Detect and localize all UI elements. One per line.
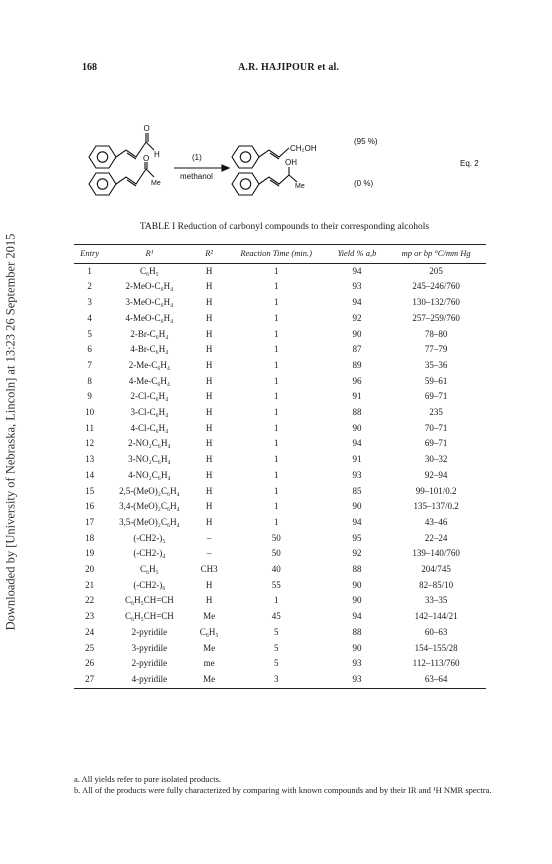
benzene-ring-top-right — [232, 146, 259, 168]
cell-yield: 88 — [352, 564, 362, 575]
cell-time: 3 — [225, 672, 328, 688]
equation-number: Eq. 2 — [460, 159, 479, 168]
cell-yield: 90 — [352, 595, 362, 606]
cell-time: 1 — [273, 454, 279, 465]
cell-r1: 3,4-(MeO)₂C₆H₄ — [119, 501, 180, 512]
cell-r1: 4-pyridile — [105, 672, 193, 688]
cell-yield: 94 — [352, 297, 362, 308]
cell-r1: 2-MeO-C₆H₄ — [125, 281, 174, 292]
cell-r1: (-CH2-)₆ — [133, 579, 166, 590]
cell-mp-bp: 154–155/28 — [414, 642, 458, 653]
cell-r1: 2-Cl-C₆H₄ — [130, 391, 169, 402]
cell-entry: 9 — [87, 391, 92, 402]
cell-entry: 12 — [85, 438, 95, 449]
yield-bottom: (0 %) — [354, 179, 374, 188]
cell-entry: 14 — [85, 469, 95, 480]
table-footnotes — [74, 774, 494, 796]
cell-time: 50 — [271, 548, 281, 559]
cell-entry: 17 — [85, 516, 95, 527]
cell-entry: 10 — [85, 407, 95, 418]
cell-time: 5 — [273, 642, 279, 653]
table-row — [74, 263, 486, 279]
table-row — [74, 421, 486, 437]
cell-time: 1 — [273, 516, 279, 527]
column-header-entry: Entry — [74, 245, 105, 264]
cell-entry: 4 — [87, 312, 92, 323]
table-row — [74, 499, 486, 515]
table-row — [74, 468, 486, 484]
table-row — [74, 436, 486, 452]
cell-time: 1 — [273, 438, 279, 449]
cell-yield: 90 — [352, 642, 362, 653]
cell-r2: CH3 — [200, 564, 218, 575]
cell-yield: 88 — [352, 626, 362, 637]
cell-yield: 88 — [352, 407, 362, 418]
cell-yield: 93 — [352, 281, 362, 292]
cell-mp-bp: 22–24 — [424, 532, 448, 543]
cell-r1: C₆H₅ — [140, 564, 159, 575]
cell-mp-bp: 69–71 — [424, 438, 448, 449]
cell-yield: 90 — [352, 579, 362, 590]
cell-time: 1 — [273, 422, 279, 433]
table-row — [74, 405, 486, 421]
benzene-ring-top-left — [89, 146, 116, 168]
cell-r1: 4-NO₂C₆H₄ — [128, 469, 171, 480]
cell-r2: H — [205, 391, 213, 402]
download-watermark — [0, 0, 22, 864]
cell-yield: 90 — [352, 328, 362, 339]
cell-mp-bp: 99–101/0.2 — [415, 485, 457, 496]
page-number: 168 — [82, 62, 97, 73]
cell-time: 1 — [273, 344, 279, 355]
cell-r1: (-CH2-)₅ — [133, 532, 166, 543]
cell-time: 1 — [273, 407, 279, 418]
cell-mp-bp: 130–132/760 — [412, 297, 460, 308]
cell-mp-bp: 82–85/10 — [419, 579, 454, 590]
cell-mp-bp: 257–259/760 — [412, 312, 460, 323]
cell-r1: 2-pyridile — [131, 626, 168, 637]
column-header-yield: Yield % a,b — [328, 245, 386, 264]
cell-r2: – — [206, 548, 212, 559]
cell-mp-bp: 77–79 — [424, 344, 448, 355]
cell-r1: C₆H₅ — [140, 265, 159, 276]
cell-time: 1 — [273, 485, 279, 496]
table-header-row — [74, 245, 486, 264]
cell-entry: 16 — [85, 501, 95, 512]
cell-entry: 25 — [85, 642, 95, 653]
cell-r2: H — [205, 438, 213, 449]
cell-entry: 19 — [85, 548, 95, 559]
table-row — [74, 515, 486, 531]
solvent-label: methanol — [180, 172, 213, 181]
cell-entry: 8 — [87, 375, 92, 386]
cell-yield: 90 — [352, 501, 362, 512]
table-row — [74, 342, 486, 358]
table-row — [74, 295, 486, 311]
cell-r2: H — [205, 312, 213, 323]
yield-top: (95 %) — [354, 137, 378, 146]
hydroxyl-label: OH — [285, 158, 297, 167]
table-row — [74, 641, 486, 657]
table-row — [74, 484, 486, 500]
table-row — [74, 625, 486, 641]
table-row — [74, 562, 486, 578]
cell-mp-bp: 92–94 — [424, 469, 448, 480]
cell-time: 45 — [271, 611, 281, 622]
cell-yield: 85 — [352, 485, 362, 496]
cell-entry: 1 — [87, 265, 92, 276]
cell-r2: H — [205, 422, 213, 433]
cell-time: 55 — [271, 579, 281, 590]
cell-entry: 15 — [85, 485, 95, 496]
cell-r1: 2-Br-C₆H₄ — [130, 328, 169, 339]
cell-r2: Me — [203, 611, 216, 622]
cell-mp-bp: 112–113/760 — [412, 658, 460, 669]
cell-entry: 6 — [87, 344, 92, 355]
cell-time: 1 — [273, 595, 279, 606]
cell-yield: 92 — [352, 312, 362, 323]
cell-r1: 3-NO₂C₆H₄ — [128, 454, 171, 465]
cell-r2: H — [205, 454, 213, 465]
cell-r1: C₆H₅CH=CH — [124, 611, 174, 622]
table-row — [74, 672, 486, 688]
benzene-ring-bottom-right — [232, 173, 259, 195]
cell-mp-bp: 63–64 — [386, 672, 486, 688]
cell-mp-bp: 43–46 — [424, 516, 448, 527]
table-row — [74, 452, 486, 468]
cell-r1: 2-Me-C₆H₄ — [128, 359, 171, 370]
cell-r1: 3,5-(MeO)₂C₆H₄ — [119, 516, 180, 527]
cell-r1: (-CH2-)₄ — [133, 548, 166, 559]
cell-r2: Me — [203, 642, 216, 653]
cell-mp-bp: 78–80 — [424, 328, 448, 339]
cell-entry: 18 — [85, 532, 95, 543]
cell-r1: 2,5-(MeO)₂C₆H₄ — [119, 485, 180, 496]
download-watermark-text: Downloaded by [University of Nebraska, Lincoln] at 13:23 26 September 2015 — [3, 233, 18, 631]
table-row — [74, 311, 486, 327]
cell-r1: 3-MeO-C₆H₄ — [125, 297, 174, 308]
cell-r1: 4-MeO-C₆H₄ — [125, 312, 174, 323]
cell-r2: H — [205, 328, 213, 339]
table-row — [74, 374, 486, 390]
cell-time: 1 — [273, 281, 279, 292]
cell-mp-bp: 142–144/21 — [414, 611, 458, 622]
footnote-a: a. All yields refer to pure isolated products. — [74, 774, 222, 784]
cell-mp-bp: 135–137/0.2 — [413, 501, 459, 512]
cell-yield: 94 — [352, 516, 362, 527]
cell-entry: 22 — [85, 595, 95, 606]
cell-yield: 93 — [328, 672, 386, 688]
oxygen-label-top: O — [143, 124, 150, 133]
cell-r2: H — [205, 359, 213, 370]
cell-time: 40 — [271, 564, 281, 575]
cell-mp-bp: 139–140/760 — [412, 548, 460, 559]
cell-r1: 4-Br-C₆H₄ — [130, 344, 169, 355]
cell-mp-bp: 205 — [429, 265, 443, 276]
oxygen-label-bottom: O — [143, 154, 150, 163]
cell-entry: 11 — [85, 422, 94, 433]
cell-r1: 3-Cl-C₆H₄ — [130, 407, 169, 418]
cell-entry: 7 — [87, 359, 92, 370]
cell-r1: 2-NO₂C₆H₄ — [128, 438, 171, 449]
cell-time: 1 — [273, 265, 279, 276]
cell-entry: 5 — [87, 328, 92, 339]
column-header-mp-bp: mp or bp °C/mm Hg — [386, 245, 486, 264]
cell-yield: 93 — [352, 469, 362, 480]
step-label: (1) — [192, 153, 202, 162]
table-row — [74, 389, 486, 405]
cell-time: 1 — [273, 375, 279, 386]
table-row — [74, 546, 486, 562]
cell-entry: 2 — [87, 281, 92, 292]
column-header-r2: R² — [194, 245, 225, 264]
results-table — [74, 244, 486, 689]
column-header-time: Reaction Time (min.) — [225, 245, 328, 264]
cell-entry: 23 — [85, 611, 95, 622]
cell-r2: H — [205, 516, 213, 527]
cell-r2: H — [205, 407, 213, 418]
cell-entry: 21 — [85, 579, 95, 590]
cell-r1: 4-Me-C₆H₄ — [128, 375, 171, 386]
running-head: A.R. HAJIPOUR et al. — [238, 62, 340, 73]
table-row — [74, 609, 486, 625]
cell-time: 1 — [273, 469, 279, 480]
cell-yield: 91 — [352, 391, 362, 402]
cell-r2: – — [206, 532, 212, 543]
cell-yield: 94 — [352, 611, 362, 622]
cell-yield: 92 — [352, 548, 362, 559]
cell-yield: 95 — [352, 532, 362, 543]
cell-mp-bp: 33–35 — [424, 595, 448, 606]
cell-r1: 3-pyridile — [131, 642, 168, 653]
cell-yield: 91 — [352, 454, 362, 465]
benzene-ring-bottom-left — [89, 173, 116, 195]
cell-mp-bp: 70–71 — [424, 422, 448, 433]
table-row — [74, 593, 486, 609]
cell-r2: H — [205, 595, 213, 606]
table-row — [74, 327, 486, 343]
column-header-r1: R¹ — [105, 245, 193, 264]
table-row — [74, 578, 486, 594]
cell-time: 1 — [273, 328, 279, 339]
cell-r2: H — [205, 265, 213, 276]
cell-time: 1 — [273, 501, 279, 512]
cell-yield: 96 — [352, 375, 362, 386]
cell-time: 5 — [273, 626, 279, 637]
cell-time: 1 — [273, 359, 279, 370]
cell-time: 1 — [273, 391, 279, 402]
cell-mp-bp: 69–71 — [424, 391, 448, 402]
cell-yield: 93 — [352, 658, 362, 669]
cell-mp-bp: 204/745 — [421, 564, 451, 575]
cell-entry: 20 — [85, 564, 95, 575]
cell-mp-bp: 60–63 — [424, 626, 448, 637]
cell-r2: H — [205, 281, 213, 292]
cell-yield: 87 — [352, 344, 362, 355]
cell-time: 50 — [271, 532, 281, 543]
table-row — [74, 358, 486, 374]
cell-r2: H — [205, 485, 213, 496]
methyl-label-right: Me — [295, 183, 305, 190]
cell-r2: H — [205, 501, 213, 512]
cell-entry: 27 — [74, 672, 105, 688]
table-caption: TABLE I Reduction of carbonyl compounds to their corresponding alcohols — [139, 222, 430, 232]
cell-r2: H — [205, 375, 213, 386]
cell-mp-bp: 245–246/760 — [412, 281, 460, 292]
cell-r2: H — [205, 579, 213, 590]
cell-r2: H — [205, 297, 213, 308]
cell-yield: 90 — [352, 422, 362, 433]
cell-mp-bp: 30–32 — [424, 454, 448, 465]
product-top-label: CH₂OH — [290, 144, 317, 153]
cell-r1: 4-Cl-C₆H₄ — [130, 422, 169, 433]
cell-time: 1 — [273, 297, 279, 308]
cell-yield: 94 — [352, 265, 362, 276]
cell-mp-bp: 235 — [429, 407, 443, 418]
cell-mp-bp: 35–36 — [424, 359, 448, 370]
cell-mp-bp: 59–61 — [424, 375, 448, 386]
cell-entry: 3 — [87, 297, 92, 308]
cell-yield: 94 — [352, 438, 362, 449]
table-row — [74, 531, 486, 547]
reaction-scheme — [82, 120, 502, 200]
cell-r2: H — [205, 469, 213, 480]
cell-r1: C₆H₅CH=CH — [124, 595, 174, 606]
cell-yield: 89 — [352, 359, 362, 370]
cell-r2: Me — [194, 672, 225, 688]
cell-r2: C₆H₅ — [199, 626, 219, 637]
table-row — [74, 279, 486, 295]
cell-entry: 24 — [85, 626, 95, 637]
cell-time: 1 — [273, 312, 279, 323]
footnote-b: b. All of the products were fully characterized by comparing with known compounds and by their IR and ¹H NMR spectra. — [74, 785, 492, 795]
cell-r2: H — [205, 344, 213, 355]
aldehyde-h-label: H — [154, 150, 160, 159]
table-row — [74, 656, 486, 672]
cell-r1: 2-pyridile — [131, 658, 168, 669]
cell-r2: me — [203, 658, 215, 669]
cell-entry: 26 — [85, 658, 95, 669]
methyl-label-left: Me — [151, 180, 161, 187]
cell-time: 5 — [273, 658, 279, 669]
cell-entry: 13 — [85, 454, 95, 465]
